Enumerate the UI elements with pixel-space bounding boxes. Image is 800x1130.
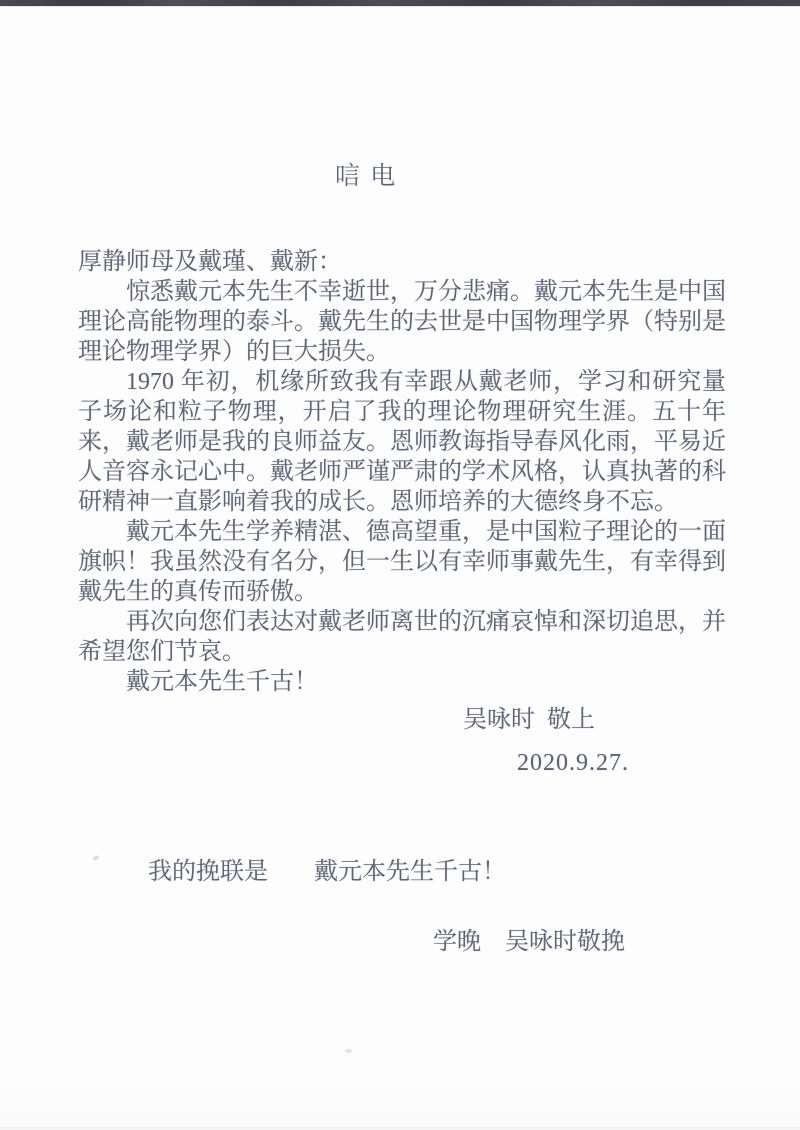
letter-paragraph: 惊悉戴元本先生不幸逝世，万分悲痛。戴元本先生是中国理论高能物理的泰斗。戴先生的去世是中国物理学界（特别是理论物理学界）的巨大损失。 xyxy=(78,279,726,365)
letter-date: 2020.9.27. xyxy=(517,750,629,776)
letter-paragraph: 1970 年初，机缘所致我有幸跟从戴老师，学习和研究量子场论和粒子物理，开启了我的理论物理研究生涯。五十年来，戴老师是我的良师益友。恩师教诲指导春风化雨，平易近人音容永记心中。戴老师严谨严肃的学术风格，认真执著的科研精神一直影响着我的成长。恩师培养的大德终身不忘。 xyxy=(78,369,726,515)
letter-title: 唁 电 xyxy=(335,163,398,190)
letter-body xyxy=(78,247,726,957)
postscript-couplet: 戴元本先生千古！ xyxy=(314,859,506,885)
postscript-line xyxy=(78,827,726,917)
letter-salutation: 厚静师母及戴瑾、戴新： xyxy=(78,249,342,275)
letter-paragraph: 戴元本先生学养精湛、德高望重，是中国粒子理论的一面旗帜！我虽然没有名分，但一生以有幸师事戴先生，有幸得到戴先生的真传而骄傲。 xyxy=(78,519,726,605)
scan-speck xyxy=(345,1049,352,1053)
postscript-closing: 学晚 吴咏时敬挽 xyxy=(433,929,625,955)
letter-signature: 吴咏时 敬上 xyxy=(463,707,595,733)
letter-tribute-line: 戴元本先生千古！ xyxy=(126,669,318,695)
letter-paragraph: 再次向您们表达对戴老师离世的沉痛哀悼和深切追思，并希望您们节哀。 xyxy=(78,609,726,665)
postscript-label: 我的挽联是 xyxy=(148,859,268,885)
scan-edge-top xyxy=(0,0,800,6)
